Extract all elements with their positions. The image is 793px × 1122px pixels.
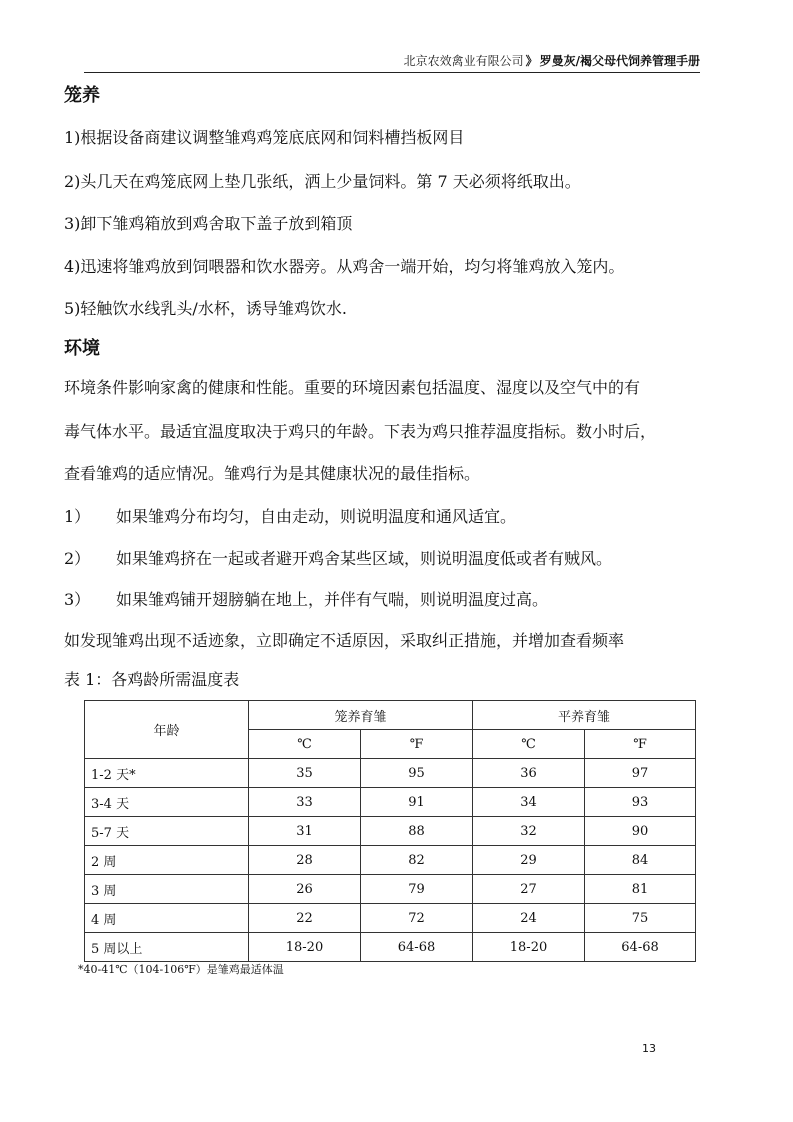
fahrenheit-header: ℉ bbox=[585, 730, 696, 759]
table-caption: 表 1：各鸡龄所需温度表 bbox=[64, 670, 240, 689]
table-row bbox=[85, 846, 696, 875]
floor-fahrenheit-cell: 84 bbox=[585, 846, 696, 875]
cage-celsius-cell: 18-20 bbox=[249, 933, 361, 962]
cage-fahrenheit-cell: 95 bbox=[361, 759, 473, 788]
cage-fahrenheit-cell: 82 bbox=[361, 846, 473, 875]
floor-celsius-cell: 32 bbox=[473, 817, 585, 846]
page-header bbox=[84, 50, 700, 73]
fahrenheit-header: ℉ bbox=[361, 730, 473, 759]
table-row bbox=[85, 933, 696, 962]
table-footnote: *40-41℃（104-106℉）是雏鸡最适体温 bbox=[78, 963, 284, 976]
age-cell: 4 周 bbox=[85, 904, 249, 933]
header-separator: 》 bbox=[525, 54, 538, 68]
page-number: 13 bbox=[642, 1042, 656, 1055]
cage-item-5: 5)轻触饮水线乳头/水杯，诱导雏鸡饮水. bbox=[64, 299, 347, 318]
list-number: 2） bbox=[64, 549, 91, 568]
floor-fahrenheit-cell: 64-68 bbox=[585, 933, 696, 962]
age-cell: 3-4 天 bbox=[85, 788, 249, 817]
floor-fahrenheit-cell: 81 bbox=[585, 875, 696, 904]
environment-list-item bbox=[64, 548, 612, 570]
age-cell: 5 周以上 bbox=[85, 933, 249, 962]
temperature-table bbox=[84, 700, 696, 962]
table-row bbox=[85, 904, 696, 933]
list-number: 3） bbox=[64, 590, 91, 609]
cage-celsius-cell: 35 bbox=[249, 759, 361, 788]
floor-fahrenheit-cell: 90 bbox=[585, 817, 696, 846]
list-text: 如果雏鸡分布均匀，自由走动，则说明温度和通风适宜。 bbox=[116, 507, 517, 526]
environment-closing: 如发现雏鸡出现不适迹象，立即确定不适原因，采取纠正措施，并增加查看频率 bbox=[64, 631, 625, 650]
table-row bbox=[85, 817, 696, 846]
section-heading-cage: 笼养 bbox=[64, 85, 100, 106]
environment-paragraph-line-2: 毒气体水平。最适宜温度取决于鸡只的年龄。下表为鸡只推荐温度指标。数小时后， bbox=[64, 422, 657, 441]
floor-fahrenheit-cell: 75 bbox=[585, 904, 696, 933]
floor-brooding-header: 平养育雏 bbox=[473, 701, 696, 730]
floor-fahrenheit-cell: 97 bbox=[585, 759, 696, 788]
celsius-header: ℃ bbox=[249, 730, 361, 759]
list-text: 如果雏鸡铺开翅膀躺在地上，并伴有气喘，则说明温度过高。 bbox=[116, 590, 549, 609]
environment-paragraph-line-3: 查看雏鸡的适应情况。雏鸡行为是其健康状况的最佳指标。 bbox=[64, 464, 481, 483]
cage-fahrenheit-cell: 64-68 bbox=[361, 933, 473, 962]
age-cell: 3 周 bbox=[85, 875, 249, 904]
cage-celsius-cell: 31 bbox=[249, 817, 361, 846]
cage-celsius-cell: 28 bbox=[249, 846, 361, 875]
table-row bbox=[85, 875, 696, 904]
temperature-table-body bbox=[85, 759, 696, 962]
list-text: 如果雏鸡挤在一起或者避开鸡舍某些区域，则说明温度低或者有贼风。 bbox=[116, 549, 613, 568]
cage-fahrenheit-cell: 88 bbox=[361, 817, 473, 846]
floor-fahrenheit-cell: 93 bbox=[585, 788, 696, 817]
cage-item-4: 4)迅速将雏鸡放到饲喂器和饮水器旁。从鸡舍一端开始，均匀将雏鸡放入笼内。 bbox=[64, 257, 625, 276]
cage-fahrenheit-cell: 72 bbox=[361, 904, 473, 933]
cage-fahrenheit-cell: 91 bbox=[361, 788, 473, 817]
environment-paragraph-line-1: 环境条件影响家禽的健康和性能。重要的环境因素包括温度、湿度以及空气中的有 bbox=[64, 378, 641, 397]
section-heading-environment: 环境 bbox=[64, 338, 100, 359]
manual-title: 罗曼灰/褐父母代饲养管理手册 bbox=[539, 54, 700, 68]
company-name: 北京农效禽业有限公司 bbox=[403, 54, 524, 68]
age-cell: 1-2 天* bbox=[85, 759, 249, 788]
age-cell: 5-7 天 bbox=[85, 817, 249, 846]
list-number: 1） bbox=[64, 507, 91, 526]
floor-celsius-cell: 18-20 bbox=[473, 933, 585, 962]
floor-celsius-cell: 27 bbox=[473, 875, 585, 904]
table-row bbox=[85, 788, 696, 817]
environment-list-item bbox=[64, 506, 516, 528]
age-header: 年龄 bbox=[85, 701, 249, 759]
floor-celsius-cell: 29 bbox=[473, 846, 585, 875]
cage-celsius-cell: 33 bbox=[249, 788, 361, 817]
cage-fahrenheit-cell: 79 bbox=[361, 875, 473, 904]
cage-item-1: 1)根据设备商建议调整雏鸡鸡笼底底网和饲料槽挡板网目 bbox=[64, 128, 465, 147]
celsius-header: ℃ bbox=[473, 730, 585, 759]
age-cell: 2 周 bbox=[85, 846, 249, 875]
cage-item-3: 3)卸下雏鸡箱放到鸡舍取下盖子放到箱顶 bbox=[64, 214, 353, 233]
cage-item-2: 2)头几天在鸡笼底网上垫几张纸，洒上少量饲料。第 7 天必须将纸取出。 bbox=[64, 172, 581, 191]
floor-celsius-cell: 34 bbox=[473, 788, 585, 817]
floor-celsius-cell: 36 bbox=[473, 759, 585, 788]
environment-list-item bbox=[64, 589, 548, 611]
cage-celsius-cell: 22 bbox=[249, 904, 361, 933]
cage-celsius-cell: 26 bbox=[249, 875, 361, 904]
floor-celsius-cell: 24 bbox=[473, 904, 585, 933]
table-row bbox=[85, 759, 696, 788]
cage-brooding-header: 笼养育雏 bbox=[249, 701, 473, 730]
